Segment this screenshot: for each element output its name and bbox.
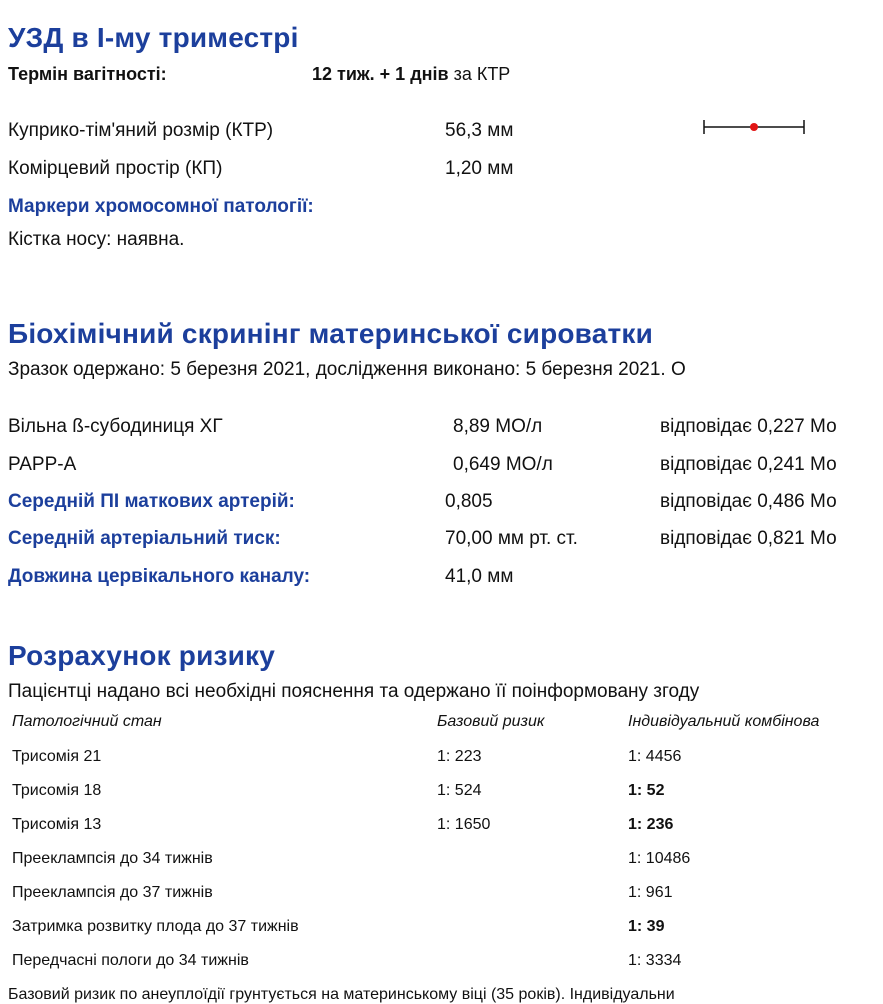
consent-text: Пацієнтці надано всі необхідні пояснення та одержано її поінформовану згоду	[8, 681, 700, 702]
biochem-label-utpi: Середній ПІ маткових артерій:	[8, 491, 295, 512]
footnote: Базовий ризик по анеуплоїдії грунтується на материнському віці (35 років). Індивідуальни	[8, 986, 675, 1003]
ultrasound-title: УЗД в І-му триместрі	[8, 22, 299, 53]
risk-header-individual: Індивідуальний комбінова	[628, 713, 820, 730]
risk-title: Розрахунок ризику	[8, 640, 276, 671]
biochem-label-map: Середній артеріальний тиск:	[8, 528, 281, 549]
biochem-label-hcg: Вільна ß-субодиниця ХГ	[8, 416, 223, 437]
biochem-corr-utpi: відповідає 0,486 Мо	[660, 491, 837, 512]
nt-value: 1,20 мм	[445, 158, 514, 179]
sample-info: Зразок одержано: 5 березня 2021, дослідження виконано: 5 березня 2021. О	[8, 359, 686, 380]
biochem-title: Біохімічний скринінг материнської сироватки	[8, 318, 654, 349]
biochem-corr-hcg: відповідає 0,227 Мо	[660, 416, 837, 437]
biochem-corr-map: відповідає 0,821 Мо	[660, 528, 837, 549]
risk-header-base: Базовий ризик	[437, 713, 545, 730]
risk-condition-ptb34: Передчасні пологи до 34 тижнів	[12, 952, 249, 969]
risk-individual-pe34: 1: 10486	[628, 850, 691, 867]
risk-header-condition: Патологічний стан	[12, 713, 162, 730]
term-label: Термін вагітності:	[8, 64, 167, 84]
markers-title: Маркери хромосомної патології:	[8, 196, 314, 217]
risk-condition-t18: Трисомія 18	[12, 782, 102, 799]
biochem-value-hcg: 8,89 МО/л	[453, 416, 543, 437]
risk-condition-t13: Трисомія 13	[12, 816, 102, 833]
biochem-value-cervix: 41,0 мм	[445, 566, 514, 587]
biochem-label-pappa: PAPP-A	[8, 454, 77, 475]
risk-individual-ptb34: 1: 3334	[628, 952, 682, 969]
risk-condition-t21: Трисомія 21	[12, 748, 102, 765]
risk-condition-pe37: Прееклампсія до 37 тижнів	[12, 884, 213, 901]
risk-condition-pe34: Прееклампсія до 34 тижнів	[12, 850, 213, 867]
risk-individual-pe37: 1: 961	[628, 884, 673, 901]
range-value-dot	[750, 123, 758, 131]
nt-label: Комірцевий простір (КП)	[8, 158, 223, 179]
biochem-label-cervix: Довжина цервікального каналу:	[8, 566, 311, 587]
risk-individual-t21: 1: 4456	[628, 748, 682, 765]
risk-base-t13: 1: 1650	[437, 816, 491, 833]
risk-condition-fgr37: Затримка розвитку плода до 37 тижнів	[12, 918, 299, 935]
biochem-value-utpi: 0,805	[445, 491, 493, 512]
crl-value: 56,3 мм	[445, 120, 514, 141]
crl-range-indicator	[700, 116, 810, 138]
risk-base-t21: 1: 223	[437, 748, 482, 765]
risk-individual-t13: 1: 236	[628, 816, 674, 833]
biochem-corr-pappa: відповідає 0,241 Мо	[660, 454, 837, 475]
term-value-method: за КТР	[448, 64, 511, 84]
biochem-value-pappa: 0,649 МО/л	[453, 454, 553, 475]
term-value-weeks: 12 тиж. + 1 днів	[312, 64, 449, 84]
risk-individual-fgr37: 1: 39	[628, 918, 665, 935]
risk-base-t18: 1: 524	[437, 782, 482, 799]
risk-individual-t18: 1: 52	[628, 782, 665, 799]
crl-label: Куприко-тім'яний розмір (КТР)	[8, 120, 274, 141]
term-value	[312, 64, 510, 85]
nasal-bone: Кістка носу: наявна.	[8, 229, 185, 250]
biochem-value-map: 70,00 мм рт. ст.	[445, 528, 578, 549]
